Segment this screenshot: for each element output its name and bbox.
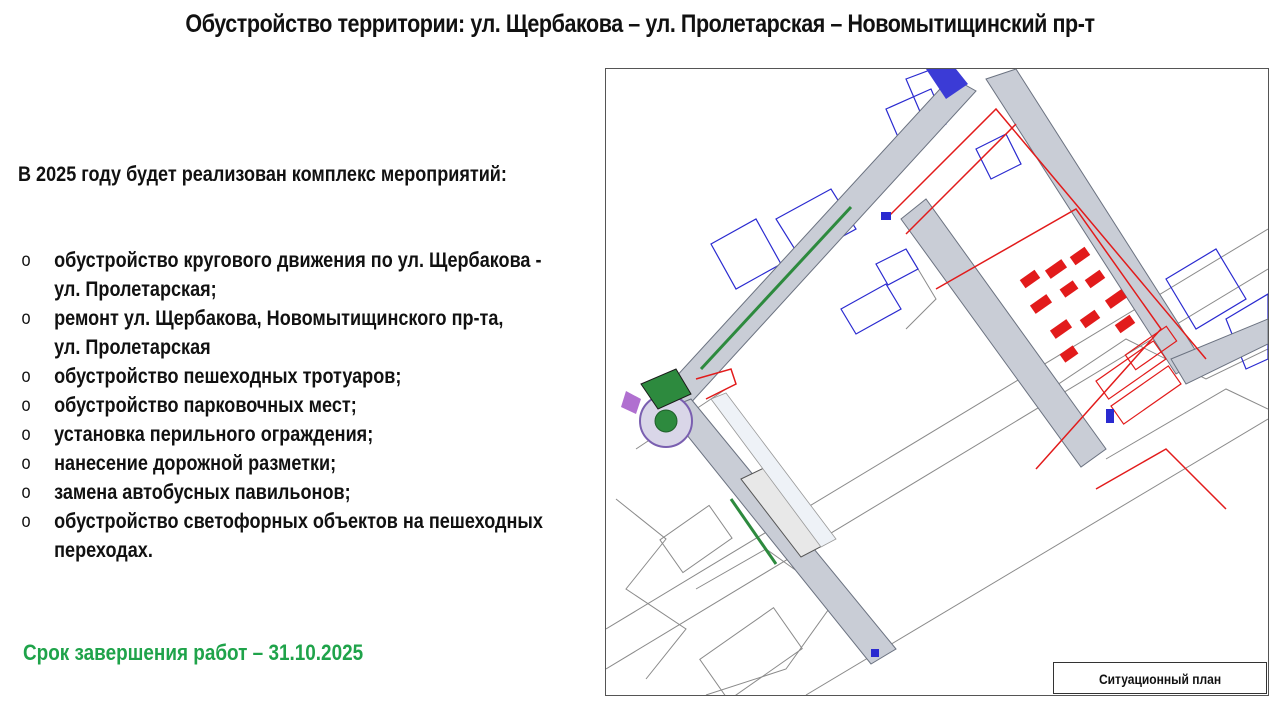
list-item: o установка перильного ограждения; [18, 420, 551, 449]
deadline-text: Срок завершения работ – 31.10.2025 [23, 640, 364, 665]
bullet-icon: o [21, 453, 31, 474]
intro-text: В 2025 году будет реализован комплекс мероприятий: [18, 163, 507, 186]
site-plan-drawing [606, 69, 1268, 695]
list-item: o ремонт ул. Щербакова, Новомытищинского пр-та, ул. Пролетарская [18, 304, 551, 362]
bullet-icon: o [21, 511, 31, 532]
list-item: o обустройство парковочных мест; [18, 391, 551, 420]
bullet-icon: o [21, 395, 31, 416]
site-plan-image [605, 68, 1269, 696]
roads [651, 69, 1268, 664]
page-title: Обустройство территории: ул. Щербакова – ул. Пролетарская – Новомытищинский пр-т [185, 10, 1095, 38]
bullet-icon: o [21, 482, 31, 503]
plan-caption: Ситуационный план [1053, 662, 1267, 694]
roundabout [621, 369, 692, 447]
list-item: o обустройство кругового движения по ул. Щербакова - ул. Пролетарская; [18, 246, 551, 304]
list-item: o обустройство пешеходных тротуаров; [18, 362, 551, 391]
measures-list [18, 246, 551, 565]
bullet-icon: o [21, 308, 31, 329]
cadastral-lines [606, 229, 1268, 695]
bullet-icon: o [21, 250, 31, 271]
bullet-icon: o [21, 366, 31, 387]
bullet-icon: o [21, 424, 31, 445]
list-item: o замена автобусных павильонов; [18, 478, 551, 507]
list-item: o нанесение дорожной разметки; [18, 449, 551, 478]
list-item: o обустройство светофорных объектов на пешеходных переходах. [18, 507, 551, 565]
